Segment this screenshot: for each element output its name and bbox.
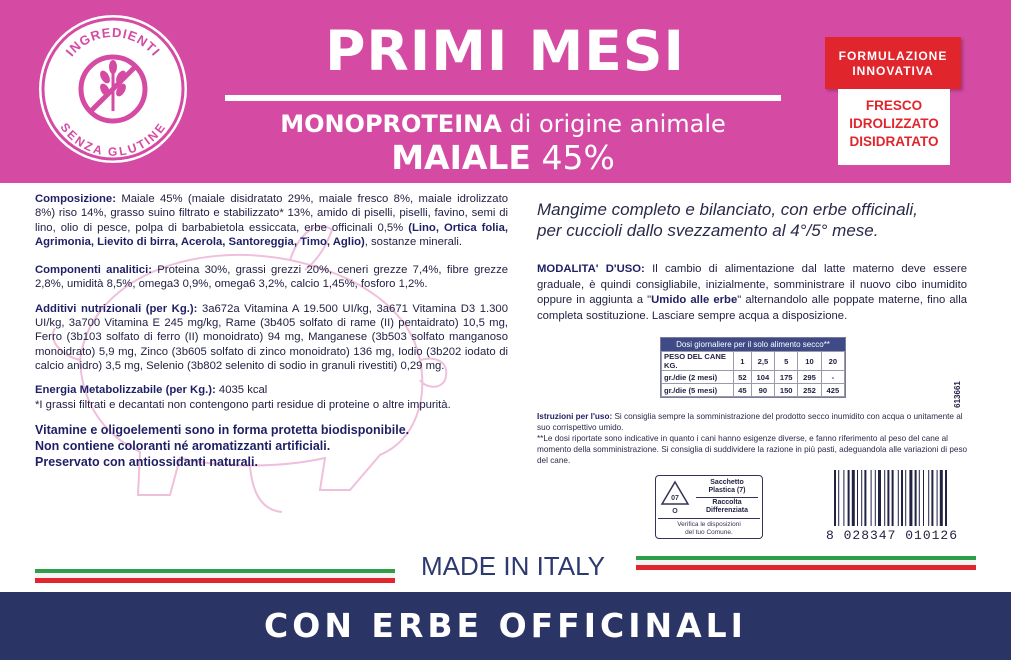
product-tagline	[537, 199, 977, 241]
usage-text-1: Il cambio di alimentazione dal latte materno deve essere graduale, è quindi consigliabile, inizialmente, somministrare il nuovo cibo inumidito oppure in aggiunta a "	[537, 263, 967, 307]
dosage-grid	[661, 351, 845, 397]
table-row	[662, 384, 845, 397]
composition-text: Maiale 45% (maiale disidratato 29%, maiale fresco 8%, maiale idrolizzato 8%) riso 14%, grasso suino filtrato e stabilizzato* 13%, amido di piselli, piselli, favino, semi di lino, olio di pesce, polpa di barbabietola essiccata, erbe officinali 0,5%	[35, 193, 508, 234]
recycle-material-1: Sacchetto	[710, 479, 744, 486]
table-cell: 295	[798, 371, 821, 384]
recycle-collection-2: Differenziata	[705, 507, 748, 514]
subtitle-rest: di origine animale	[501, 110, 726, 138]
table-cell: 104	[751, 371, 774, 384]
gluten-free-badge	[39, 15, 187, 163]
recycle-note-1: Verifica le disposizioni	[677, 521, 741, 528]
additives-label: Additivi nutrizionali (per Kg.):	[35, 302, 198, 315]
antioxidants-claim: Preservato con antiossidanti naturali.	[35, 454, 258, 469]
protein-name: MAIALE	[391, 138, 531, 177]
table-cell: 90	[751, 384, 774, 397]
wheat-crossed-icon	[39, 15, 187, 163]
table-cell: 425	[821, 384, 844, 397]
recycle-collection	[696, 499, 758, 515]
innov-line-2: INNOVATIVA	[852, 64, 934, 78]
header-band	[0, 0, 1011, 183]
table-cell: 150	[775, 384, 798, 397]
composition-paragraph	[35, 192, 508, 249]
table-cell: 20	[821, 352, 844, 371]
recycle-collection-1: Raccolta	[712, 499, 742, 506]
feeding-text: Si consiglia sempre la somministrazione del prodotto secco inumidito con acqua o unitamente al suo corrispettivo umido.	[537, 412, 963, 432]
barcode-number: 8 028347 010126	[826, 528, 959, 543]
recycle-material-2: Plastica (7)	[708, 487, 746, 494]
composition-panel	[35, 192, 508, 470]
recycling-box	[655, 475, 763, 539]
additives-paragraph	[35, 302, 508, 373]
energy-label: Energia Metabolizzabile (per Kg.):	[35, 384, 216, 397]
usage-label: MODALITA' D'USO:	[537, 263, 645, 275]
table-row	[662, 352, 845, 371]
italian-flag-stripe-left	[35, 569, 395, 583]
feeding-paragraph	[537, 411, 977, 433]
innovative-formula-badge	[825, 37, 961, 89]
table-cell: 2,5	[751, 352, 774, 371]
recycle-letter: O	[672, 508, 678, 514]
table-cell: 45	[734, 384, 752, 397]
fresh-line-2: IDROLIZZATO	[849, 116, 939, 131]
additives-text: 3a672a Vitamina A 19.500 UI/kg, 3a671 Vitamina D3 1.300 UI/kg, 3a700 Vitamina E 245 mg/kg, Rame (3b405 solfato di rame (II) pentaidrato) 10,5 mg, Ferro (3b103 solfato di ferro (II) monoidrato) 94 mg, Manganese (3b503 solfato manganoso monoidrato) 5,9 mg, Zinco (3b605 solfato di zinco monoidrato) 136 mg, Iodio (3b202 iodato di calcio anidro) 3,5 mg, Selenio (3b802 selenito di sodio in granuli rivestiti) 0,29 mg.	[35, 302, 508, 372]
recycle-note-2: del tuo Comune.	[685, 529, 733, 536]
usage-bold: Umido alle erbe	[651, 294, 738, 307]
product-title: PRIMI MESI	[325, 19, 685, 83]
table-cell: PESO DEL CANE KG.	[662, 352, 734, 371]
fresh-line-1: FRESCO	[865, 98, 923, 113]
dosage-note: **Le dosi riportate sono indicative in quanto i cani hanno esigenze diverse, e fanno riferimento al peso del cane al momento della somministrazione. Si consiglia di suddividere la razione in più pasti, adeguandola alle variazioni di peso del cane.	[537, 434, 968, 465]
dosage-table	[660, 337, 846, 398]
bottom-banner: CON ERBE OFFICINALI	[0, 592, 1011, 660]
composition-label: Composizione:	[35, 193, 116, 205]
usage-instructions	[537, 262, 967, 324]
dosage-title: Dosi giornaliere per il solo alimento secco**	[661, 338, 845, 351]
usage-text-2: " alternandolo alle poppate materne, fino alla completa sostituzione. Lasciare sempre acqua a disposizione.	[537, 294, 967, 322]
lot-code-text: 613661	[952, 381, 962, 408]
table-cell: 252	[798, 384, 821, 397]
made-in-italy: MADE IN ITALY	[421, 551, 605, 581]
analytics-paragraph	[35, 263, 508, 292]
fresh-badge	[838, 89, 950, 165]
analytics-text: Proteina 30%, grassi grezzi 20%, ceneri grezze 7,4%, fibre grezze 2,8%, umidità 8,5%, omega3 0,9%, omega6 3,2%, calcio 1,45%, fosforo 1,2%.	[35, 264, 508, 291]
table-row	[662, 371, 845, 384]
table-cell: gr./die (5 mesi)	[662, 384, 734, 397]
title-divider	[225, 95, 781, 101]
composition-herbs: (Lino, Ortica folia, Agrimonia, Lievito di birra, Acerola, Santoreggia, Timo, Aglio)	[35, 221, 508, 248]
energy-text: 4035 kcal	[215, 384, 268, 397]
protein-percent: 45%	[530, 138, 615, 177]
table-cell: 10	[798, 352, 821, 371]
product-subtitle	[225, 110, 781, 138]
no-colorants-claim: Non contiene coloranti né aromatizzanti artificiali.	[35, 438, 331, 453]
table-cell: 1	[734, 352, 752, 371]
feeding-instructions	[537, 411, 977, 466]
badge-top-text: INGREDIENTI	[62, 24, 164, 60]
recycle-material	[696, 479, 758, 498]
protein-line	[225, 138, 781, 178]
table-cell: 52	[734, 371, 752, 384]
tagline-line-1: Mangime completo e bilanciato, con erbe officinali,	[537, 200, 918, 219]
table-cell: -	[821, 371, 844, 384]
fats-footnote: *I grassi filtrati e decantati non contengono parti residue di proteine o altre impurità.	[35, 398, 451, 411]
italian-flag-stripe-right	[636, 556, 976, 570]
feeding-label: Istruzioni per l'uso:	[537, 412, 613, 421]
tagline-line-2: per cuccioli dallo svezzamento al 4°/5° mese.	[537, 221, 879, 240]
fresh-line-3: DISIDRATATO	[849, 134, 939, 149]
barcode-bars-icon	[830, 470, 978, 528]
analytics-label: Componenti analitici:	[35, 264, 152, 277]
table-cell: 175	[775, 371, 798, 384]
recycle-code: 07	[671, 495, 679, 502]
table-cell: 5	[775, 352, 798, 371]
energy-paragraph	[35, 383, 508, 397]
recycle-note	[658, 518, 760, 537]
vitamins-claim: Vitamine e oligoelementi sono in forma protetta biodisponibile.	[35, 422, 410, 437]
subtitle-bold: MONOPROTEINA	[280, 110, 502, 138]
table-cell: gr./die (2 mesi)	[662, 371, 734, 384]
badge-bottom-text: SENZA GLUTINE	[57, 120, 169, 159]
recycle-icon	[660, 480, 690, 514]
composition-tail: , sostanze minerali.	[364, 235, 463, 248]
innov-line-1: FORMULAZIONE	[838, 49, 948, 63]
